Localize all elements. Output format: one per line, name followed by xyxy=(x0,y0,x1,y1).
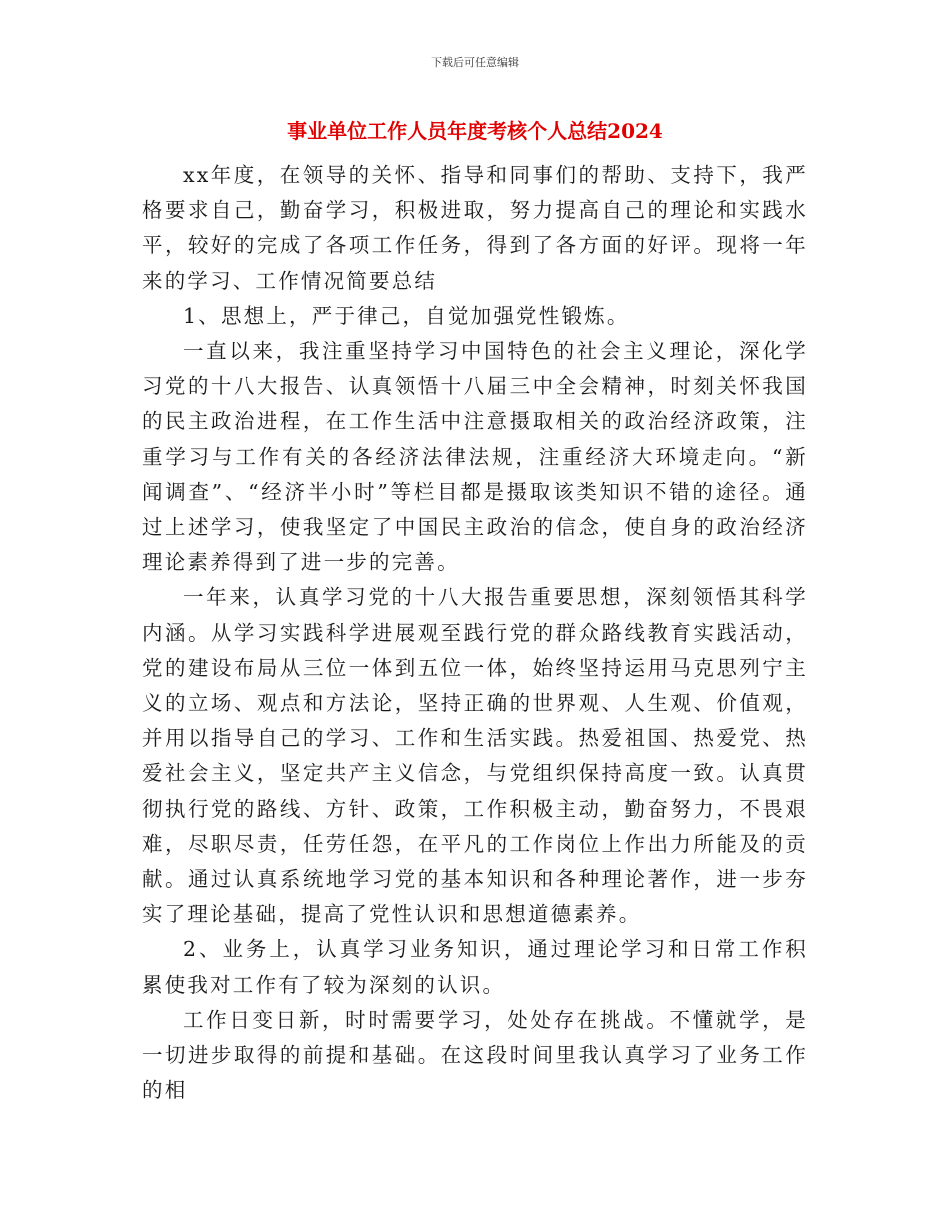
document-body xyxy=(142,158,808,1108)
header-note: 下载后可任意编辑 xyxy=(431,56,519,69)
paragraph-work-learning: 工作日变日新，时时需要学习，处处存在挑战。不懂就学，是一切进步取得的前提和基础。在这段时间里我认真学习了业务工作的相 xyxy=(142,1007,808,1103)
document-title: 事业单位工作人员年度考核个人总结2024 xyxy=(287,119,663,143)
paragraph-heading-1: 1、思想上，严于律己，自觉加强党性锻炼。 xyxy=(183,303,630,328)
paragraph-heading-2: 2、业务上，认真学习业务知识，通过理论学习和日常工作积累使我对工作有了较为深刻的认识。 xyxy=(142,937,808,997)
paragraph-intro: xx年度，在领导的关怀、指导和同事们的帮助、支持下，我严格要求自己，勤奋学习，积极进取，努力提高自己的理论和实践水平，较好的完成了各项工作任务，得到了各方面的好评。现将一年来的学习、工作情况简要总结 xyxy=(142,163,808,293)
paragraph-study-theory: 一直以来，我注重坚持学习中国特色的社会主义理论，深化学习党的十八大报告、认真领悟十八届三中全会精神，时刻关怀我国的民主政治进程，在工作生活中注意摄取相关的政治经济政策，注重学习与工作有关的各经济法律法规，注重经济大环境走向。“新闻调查”、“经济半小时”等栏目都是摄取该类知识不错的途径。通过上述学习，使我坚定了中国民主政治的信念，使自身的政治经济理论素养得到了进一步的完善。 xyxy=(142,339,808,575)
paragraph-party-study: 一年来，认真学习党的十八大报告重要思想，深刻领悟其科学内涵。从学习实践科学进展观至践行党的群众路线教育实践活动，党的建设布局从三位一体到五位一体，始终坚持运用马克思列宁主义的立场、观点和方法论，坚持正确的世界观、人生观、价值观，并用以指导自己的学习、工作和生活实践。热爱祖国、热爱党、热爱社会主义，坚定共产主义信念，与党组织保持高度一致。认真贯彻执行党的路线、方针、政策，工作积极主动，勤奋努力，不畏艰难，尽职尽责，任劳任怨，在平凡的工作岗位上作出力所能及的贡献。通过认真系统地学习党的基本知识和各种理论著作，进一步夯实了理论基础，提高了党性认识和思想道德素养。 xyxy=(142,585,808,927)
